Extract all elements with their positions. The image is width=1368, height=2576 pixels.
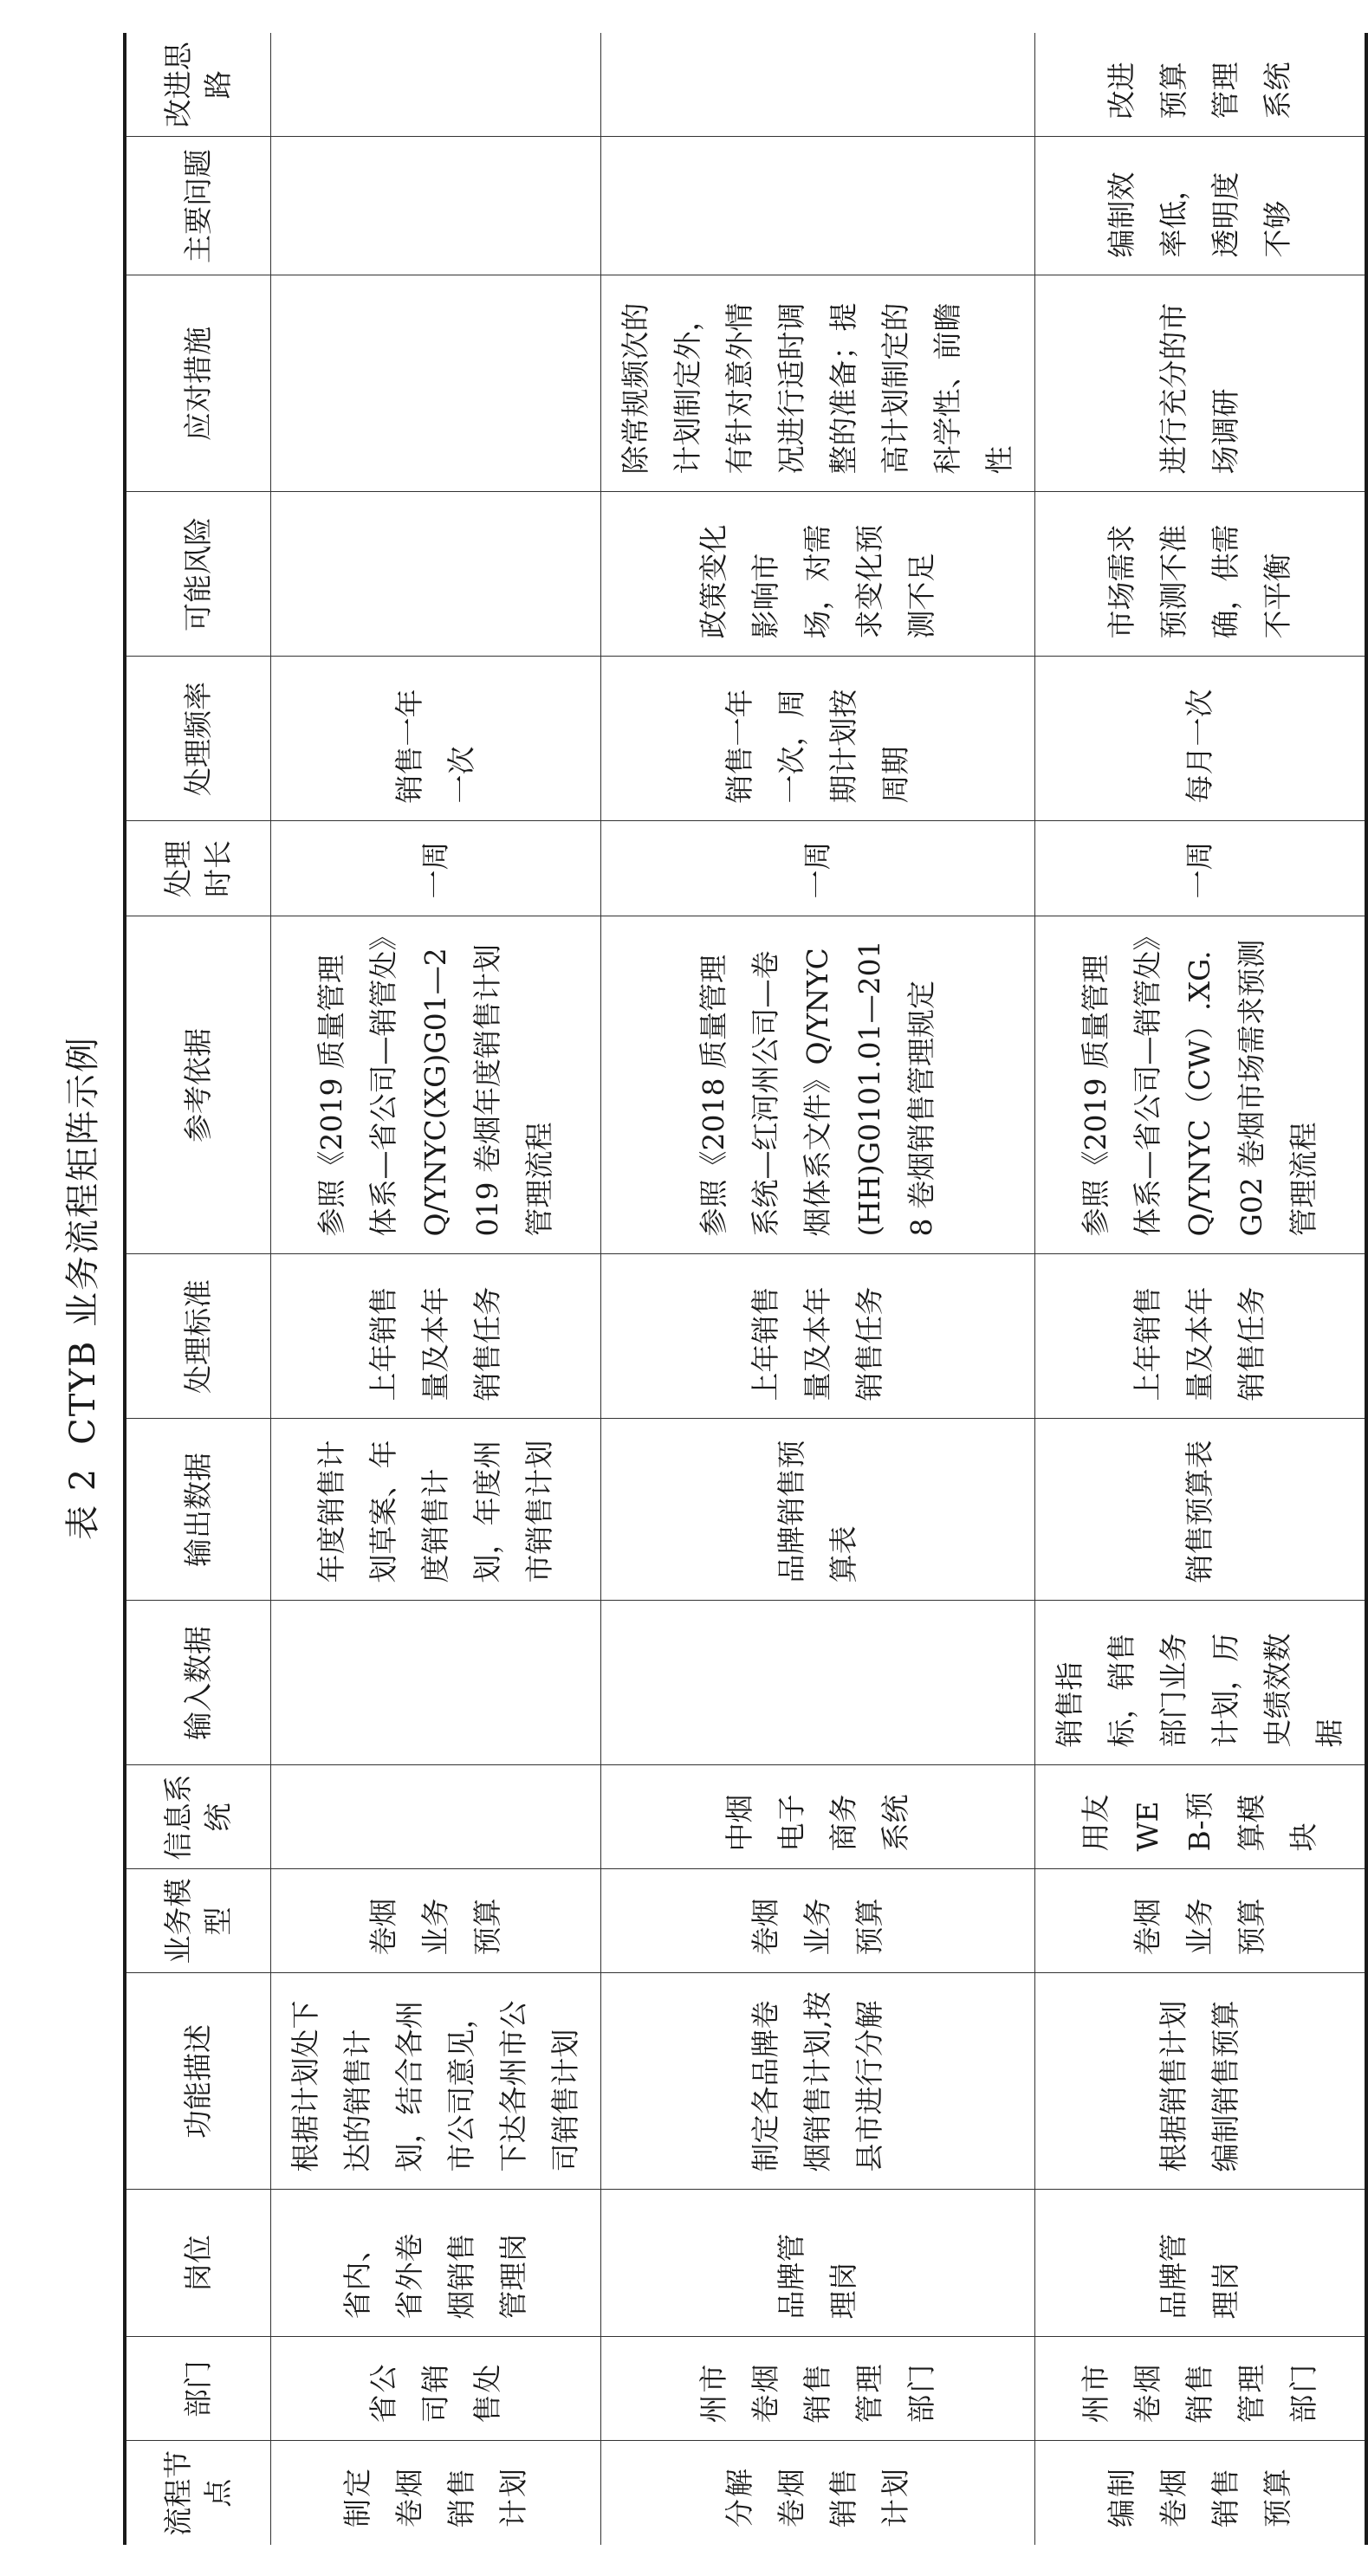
cell-dept: 省公司销售处 [271, 2337, 601, 2441]
header-input: 输入数据 [125, 1601, 271, 1765]
header-row [125, 33, 271, 2545]
header-risk: 可能风险 [125, 492, 271, 657]
cell-node: 制定卷烟销售计划 [271, 2441, 601, 2545]
cell-output: 品牌销售预算表 [601, 1419, 1035, 1601]
cell-input [271, 1601, 601, 1765]
header-output: 输出数据 [125, 1419, 271, 1601]
cell-post: 品牌管理岗 [1035, 2190, 1367, 2337]
cell-standard: 上年销售量及本年销售任务 [601, 1254, 1035, 1419]
table-row [1035, 33, 1367, 2545]
header-reference: 参考依据 [125, 916, 271, 1254]
header-freq: 处理频率 [125, 657, 271, 821]
cell-input: 销售指标，销售部门业务计划，历史绩效数据 [1035, 1601, 1367, 1765]
cell-post: 省内、省外卷烟销售管理岗 [271, 2190, 601, 2337]
cell-risk [271, 492, 601, 657]
header-func: 功能描述 [125, 1973, 271, 2190]
header-duration: 处理时长 [125, 821, 271, 916]
cell-improve: 改进预算管理系统 [1035, 33, 1367, 137]
cell-output: 年度销售计划草案、年度销售计划，年度州市销售计划 [271, 1419, 601, 1601]
caption-number: 表 2 [63, 1466, 103, 1540]
cell-problem [271, 137, 601, 275]
header-post: 岗位 [125, 2190, 271, 2337]
cell-post: 品牌管理岗 [601, 2190, 1035, 2337]
cell-node: 编制卷烟销售预算 [1035, 2441, 1367, 2545]
cell-measure: 除常规频次的计划制定外，有针对意外情况进行适时调整的准备；提高计划制定的科学性、前瞻性 [601, 275, 1035, 492]
cell-reference: 参照《2018 质量管理系统—红河州公司—卷烟体系文件》Q/YNYC(HH)G0101.01—2018 卷烟销售管理规定 [601, 916, 1035, 1254]
cell-dept: 州市卷烟销售管理部门 [601, 2337, 1035, 2441]
cell-improve [271, 33, 601, 137]
cell-freq: 销售一年一次 [271, 657, 601, 821]
cell-func: 根据销售计划编制销售预算 [1035, 1973, 1367, 2190]
process-matrix-table [123, 33, 1368, 2545]
cell-dept: 州市卷烟销售管理部门 [1035, 2337, 1367, 2441]
table-caption [55, 0, 105, 2576]
header-standard: 处理标准 [125, 1254, 271, 1419]
cell-problem: 编制效率低，透明度不够 [1035, 137, 1367, 275]
cell-standard: 上年销售量及本年销售任务 [1035, 1254, 1367, 1419]
header-dept: 部门 [125, 2337, 271, 2441]
cell-node: 分解卷烟销售计划 [601, 2441, 1035, 2545]
cell-duration: 一周 [601, 821, 1035, 916]
cell-risk: 市场需求预测不准确，供需不平衡 [1035, 492, 1367, 657]
cell-duration: 一周 [271, 821, 601, 916]
cell-standard: 上年销售量及本年销售任务 [271, 1254, 601, 1419]
cell-output: 销售预算表 [1035, 1419, 1367, 1601]
cell-input [601, 1601, 1035, 1765]
caption-title: CTYB 业务流程矩阵示例 [63, 1036, 103, 1445]
cell-system: 中烟电子商务系统 [601, 1765, 1035, 1869]
cell-reference: 参照《2019 质量管理体系—省公司—销管处》Q/YNYC（CW）.XG.G02 卷烟市场需求预测管理流程 [1035, 916, 1367, 1254]
header-measure: 应对措施 [125, 275, 271, 492]
cell-duration: 一周 [1035, 821, 1367, 916]
cell-system [271, 1765, 601, 1869]
table-row [271, 33, 601, 2545]
table-row [601, 33, 1035, 2545]
header-problem: 主要问题 [125, 137, 271, 275]
cell-system: 用友WEB-预算模块 [1035, 1765, 1367, 1869]
cell-freq: 每月一次 [1035, 657, 1367, 821]
header-system: 信息系统 [125, 1765, 271, 1869]
cell-model: 卷烟业务预算 [601, 1869, 1035, 1973]
cell-freq: 销售一年一次，周期计划按周期 [601, 657, 1035, 821]
cell-func: 制定各品牌卷烟销售计划,按县市进行分解 [601, 1973, 1035, 2190]
header-model: 业务模型 [125, 1869, 271, 1973]
cell-model: 卷烟业务预算 [1035, 1869, 1367, 1973]
cell-reference: 参照《2019 质量管理体系—省公司—销管处》Q/YNYC(XG)G01—2019 卷烟年度销售计划管理流程 [271, 916, 601, 1254]
header-improve: 改进思路 [125, 33, 271, 137]
cell-improve [601, 33, 1035, 137]
cell-func: 根据计划处下达的销售计划，结合各州市公司意见，下达各州市公司销售计划 [271, 1973, 601, 2190]
cell-measure: 进行充分的市场调研 [1035, 275, 1367, 492]
cell-problem [601, 137, 1035, 275]
cell-model: 卷烟业务预算 [271, 1869, 601, 1973]
cell-risk: 政策变化影响市场，对需求变化预测不足 [601, 492, 1035, 657]
cell-measure [271, 275, 601, 492]
header-node: 流程节点 [125, 2441, 271, 2545]
